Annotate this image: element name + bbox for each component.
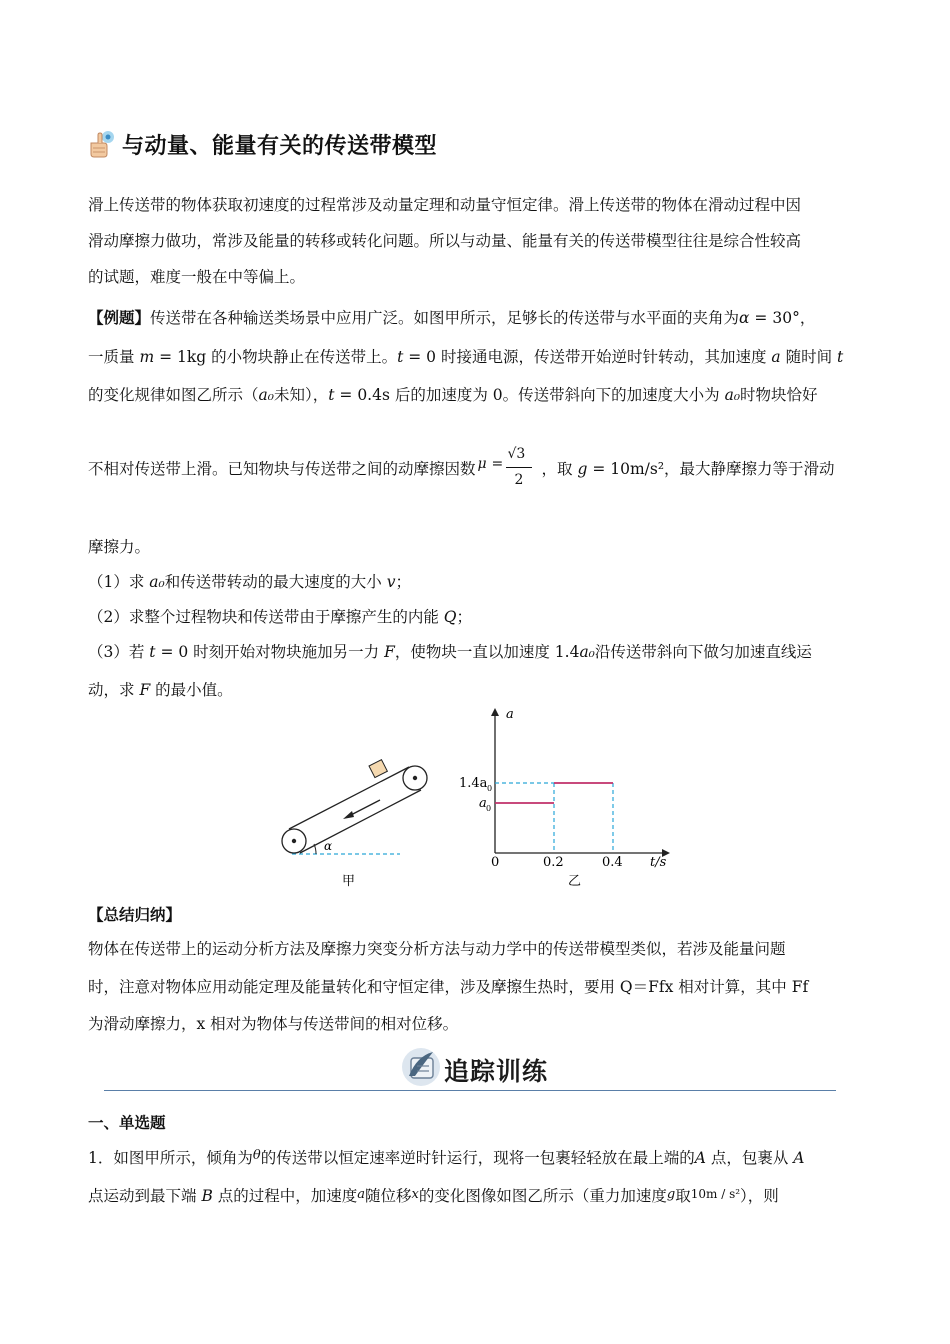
example-text: = 10m/s²，最大静摩擦力等于滑动 (587, 460, 835, 478)
example-text: 随时间 (780, 348, 837, 366)
mu-fraction (478, 447, 540, 493)
question-text: （2）求整个过程物块和传送带由于摩擦产生的内能 (88, 608, 444, 626)
intro-line-3: 的试题，难度一般在中等偏上。 (88, 268, 306, 286)
example-line-4 (88, 446, 835, 493)
symbol-t: t (328, 386, 335, 404)
intro-line-2: 滑动摩擦力做功，常涉及能量的转移或转化问题。所以与动量、能量有关的传送带模型往往是综合性较高 (88, 232, 802, 250)
summary-line-3: 为滑动摩擦力，x 相对为物体与传送带间的相对位移。 (88, 1015, 459, 1033)
symbol-m: m (139, 348, 155, 366)
section-title-text: 一、单选题 (88, 1114, 166, 1132)
symbol-point-a: A (793, 1149, 805, 1167)
feather-scroll-icon (400, 1046, 442, 1088)
y-tick-label-subscript: 0 (487, 784, 493, 793)
question-text: （3）若 (88, 643, 150, 661)
lower-pulley-axle (292, 839, 296, 843)
y-tick-label-text: a (479, 796, 487, 811)
summary-label-text: 【总结归纳】 (88, 906, 182, 924)
example-text: = 0.4s 后的加速度为 0。传送带斜向下的加速度大小为 (334, 386, 725, 404)
example-text: = 0 时接通电源，传送带开始逆时针转动，其加速度 (403, 348, 772, 366)
y-tick-label-subscript: 0 (486, 804, 492, 813)
symbol-a: a (357, 1187, 366, 1202)
example-line-2 (88, 345, 843, 367)
question-text: 的变化图像如图乙所示（重力加速度 (418, 1187, 667, 1205)
x-axis-label: t/s (650, 855, 667, 870)
question-text: 1．如图甲所示，倾角为 (88, 1149, 253, 1167)
block (369, 760, 387, 778)
symbol-t: t (149, 643, 156, 661)
symbol-f: F (384, 643, 395, 661)
conveyor-belt-figure (282, 760, 427, 889)
question-text: 沿传送带斜向下做匀加速直线运 (594, 643, 812, 661)
question-text: ，使物块一直以加速度 1.4 (394, 643, 580, 661)
figure-right-caption: 乙 (568, 874, 582, 889)
example-text: 未知）， (273, 386, 329, 404)
y-axis-label: a (506, 707, 514, 722)
example-label: 【例题】 (88, 309, 151, 327)
question-text: 的传送带以恒定速率逆时针运行，现将一包裹轻轻放在最上端的 (260, 1149, 695, 1167)
symbol-a0: a₀ (149, 573, 165, 591)
y-tick-label-text: 1.4a (459, 776, 488, 791)
example-text: ，取 (541, 460, 578, 478)
x-tick-label: 0.4 (602, 855, 623, 870)
symbol-t: t (397, 348, 404, 366)
example-line-5: 摩擦力。 (88, 538, 151, 556)
example-text: 不相对传送带上滑。已知物块与传送带之间的动摩擦因数 (88, 460, 476, 478)
question-1 (88, 570, 411, 592)
summary-label (88, 903, 181, 925)
belt-bottom-edge (300, 790, 421, 853)
question-text: ； (395, 573, 411, 591)
question-text: ； (456, 608, 473, 626)
belt-top-edge (289, 767, 409, 829)
symbol-alpha: α (739, 309, 750, 327)
question-text: 动，求 (88, 681, 140, 699)
fraction-numerator: √3 (507, 446, 526, 462)
symbol-t: t (837, 348, 844, 366)
symbol-a0: a₀ (258, 386, 274, 404)
example-text: 时物块恰好 (740, 386, 818, 404)
y-tick-label-1.4a0 (459, 776, 492, 793)
question-text: 和传送带转动的最大速度的大小 (164, 573, 387, 591)
fraction-denominator: 2 (514, 472, 524, 488)
example-line-1 (88, 306, 815, 328)
equals-sign: = (491, 456, 504, 472)
example-text: 传送带在各种输送类场景中应用广泛。如图甲所示，足够长的传送带与水平面的夹角为 (150, 309, 740, 327)
symbol-point-a: A (694, 1149, 706, 1167)
y-axis-arrow (491, 708, 499, 716)
question-1-line-1 (88, 1146, 804, 1168)
arrow-head (343, 811, 354, 819)
question-text: 点运动到最下端 (88, 1187, 202, 1205)
question-text: = 0 时刻开始对物块施加另一力 (155, 643, 385, 661)
upper-pulley-axle (413, 776, 417, 780)
question-text: （1）求 (88, 573, 150, 591)
figure-left-caption: 甲 (342, 874, 356, 889)
question-text: 的最小值。 (150, 681, 233, 699)
symbol-mu: μ (477, 456, 487, 472)
x-tick-label: 0.2 (543, 855, 564, 870)
angle-label: α (324, 839, 333, 853)
symbol-point-b: B (201, 1187, 213, 1205)
pointing-hand-icon (88, 129, 118, 159)
guide-lines (495, 783, 613, 853)
question-2 (88, 605, 472, 627)
fraction-bar (506, 467, 532, 468)
y-tick-label-a0 (479, 796, 491, 813)
origin-label: 0 (491, 855, 500, 870)
symbol-x: x (411, 1187, 419, 1202)
symbol-theta: θ (252, 1148, 261, 1163)
question-text: 取 (675, 1187, 691, 1205)
summary-line-1: 物体在传送带上的运动分析方法及摩擦力突变分析方法与动力学中的传送带模型类似，若涉及能量问题 (88, 940, 786, 958)
training-divider (104, 1090, 836, 1091)
question-text: ），则 (740, 1187, 779, 1205)
question-3-line-1 (88, 640, 812, 662)
training-header (100, 1044, 840, 1094)
training-title: 追踪训练 (444, 1057, 549, 1086)
symbol-v: v (386, 573, 396, 591)
acceleration-time-chart (459, 707, 670, 889)
symbol-a0: a₀ (724, 386, 741, 404)
symbol-f: F (139, 681, 151, 699)
symbol-a0: a₀ (579, 643, 595, 661)
example-line-3 (88, 383, 818, 405)
question-1-line-2 (88, 1184, 779, 1206)
question-text: 随位移 (365, 1187, 412, 1205)
example-figures (270, 700, 690, 900)
question-text: 点，包裹从 (705, 1149, 794, 1167)
intro-line-1: 滑上传送带的物体获取初速度的过程常涉及动量定理和动量守恒定律。滑上传送带的物体在滑动过程中因 (88, 196, 802, 214)
summary-line-2: 时，注意对物体应用动能定理及能量转化和守恒定律，涉及摩擦生热时，要用 Q＝Ffx 相对计算，其中 Ff (88, 978, 809, 996)
symbol-a: a (771, 348, 781, 366)
symbol-g: g (577, 460, 588, 478)
section-title-single-choice (88, 1111, 166, 1133)
question-3-line-2 (88, 678, 233, 700)
question-text: 点的过程中，加速度 (212, 1187, 358, 1205)
section-heading (88, 124, 437, 164)
section-title: 与动量、能量有关的传送带模型 (122, 133, 438, 159)
example-text: = 30°， (749, 309, 816, 327)
example-text: 的变化规律如图乙所示（ (88, 386, 259, 404)
symbol-q: Q (443, 608, 457, 626)
symbol-g: g (666, 1187, 676, 1202)
unit-text: 10m / s² (690, 1187, 741, 1201)
example-text: 一质量 (88, 348, 140, 366)
example-text: = 1kg 的小物块静止在传送带上。 (154, 348, 398, 366)
